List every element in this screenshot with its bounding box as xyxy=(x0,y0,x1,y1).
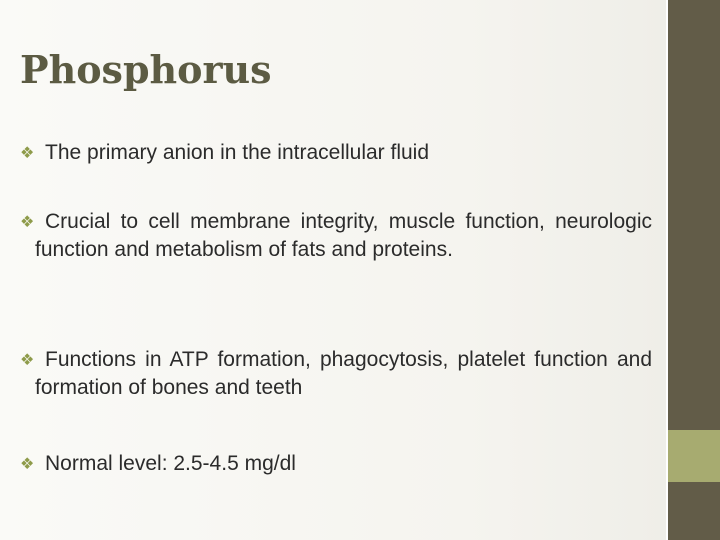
sidebar-decoration xyxy=(666,0,720,540)
diamond-cluster-icon: ❖ xyxy=(20,350,35,369)
bullet-item-4 xyxy=(20,450,652,478)
diamond-cluster-icon: ❖ xyxy=(20,212,35,231)
bullet-text-2: Crucial to cell membrane integrity, muscle function, neurologic function and metabolism of fats and proteins. xyxy=(35,210,652,261)
sidebar-bottom-block xyxy=(666,482,720,540)
slide-title: Phosphorus xyxy=(20,47,272,92)
diamond-cluster-icon: ❖ xyxy=(20,143,35,162)
bullet-text-4: Normal level: 2.5-4.5 mg/dl xyxy=(45,452,296,475)
sidebar-accent-block xyxy=(666,430,720,482)
bullet-text-3: Functions in ATP formation, phagocytosis, platelet function and formation of bones and teeth xyxy=(35,348,652,399)
bullet-item-2 xyxy=(20,208,652,264)
bullet-text-1: The primary anion in the intracellular fluid xyxy=(45,141,430,164)
bullet-item-3 xyxy=(20,346,652,402)
sidebar-divider xyxy=(666,0,668,540)
sidebar-top-block xyxy=(666,0,720,430)
bullet-item-1 xyxy=(20,139,652,167)
diamond-cluster-icon: ❖ xyxy=(20,454,35,473)
